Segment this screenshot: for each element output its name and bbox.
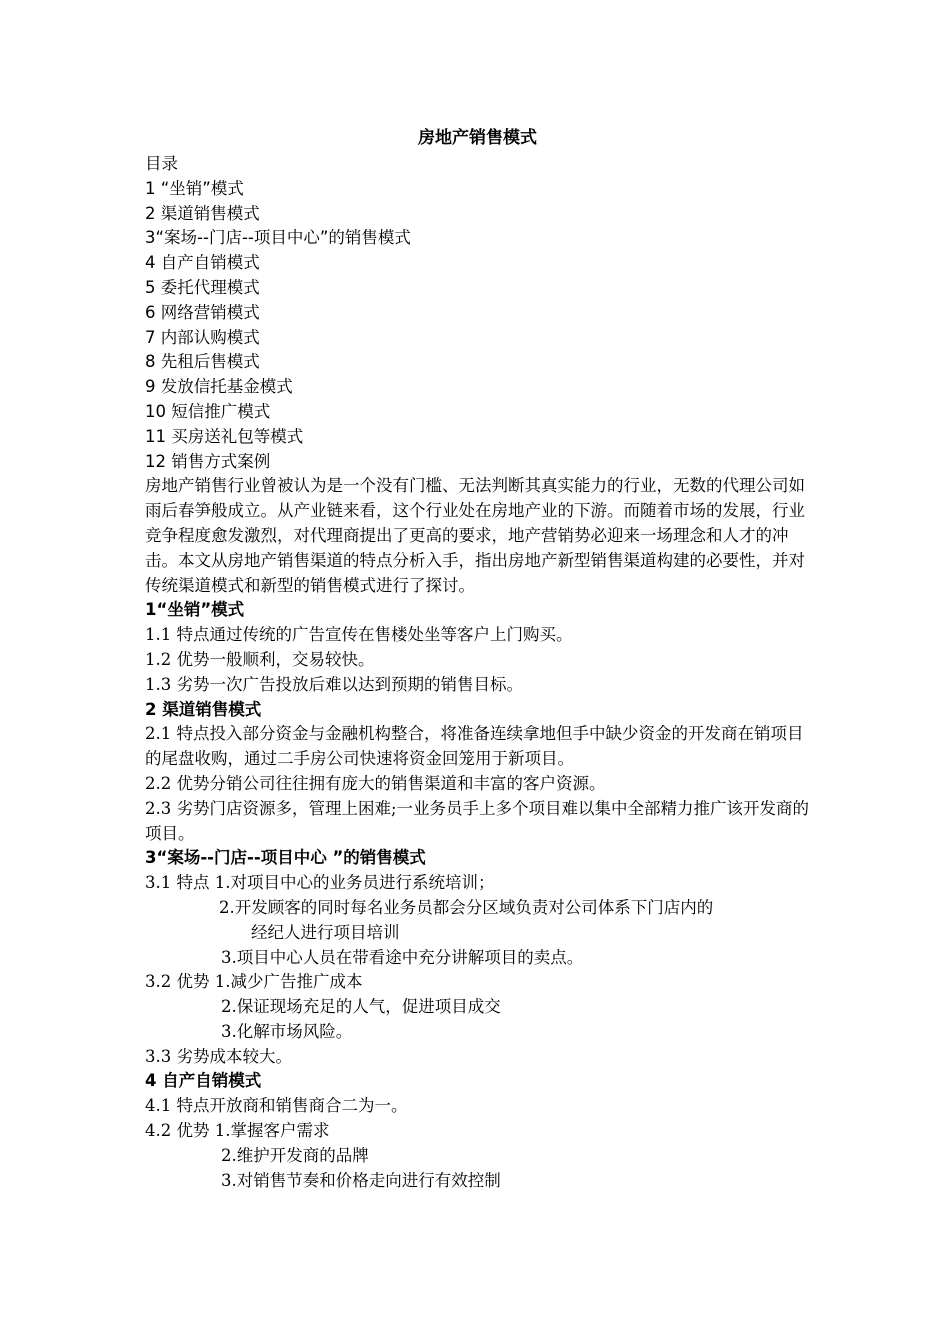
section-4-2	[145, 1119, 810, 1144]
section-3-1-item-3: 3.项目中心人员在带看途中充分讲解项目的卖点。	[221, 947, 584, 967]
toc-item: 4 自产自销模式	[145, 253, 260, 273]
section-4-2-item-3: 3.对销售节奏和价格走向进行有效控制	[221, 1170, 501, 1190]
section-3-2-item-1: 1.减少广告推广成本	[214, 972, 363, 992]
section-3-1	[145, 871, 810, 896]
document-page	[145, 124, 810, 1193]
section-4-heading: 4 自产自销模式	[145, 1071, 262, 1091]
section-1-2: 1.2 优势一般顺利，交易较快。	[145, 649, 375, 669]
toc-heading: 目录	[145, 154, 178, 173]
toc-item: 5 委托代理模式	[145, 277, 260, 297]
section-2-3: 2.3 劣势门店资源多，管理上困难;一业务员手上多个项目难以集中全部精力推广该开发商的项目。	[145, 798, 810, 843]
section-1-heading: 1“坐销”模式	[145, 600, 245, 620]
section-3-2-item-2: 2.保证现场充足的人气，促进项目成交	[221, 997, 501, 1017]
section-1-1: 1.1 特点通过传统的广告宣传在售楼处坐等客户上门购买。	[145, 625, 573, 645]
section-3-2	[145, 970, 810, 995]
table-of-contents	[145, 177, 810, 475]
section-3-1-item-1: 1.对项目中心的业务员进行系统培训；	[214, 873, 495, 893]
section-3-1-item-2-cont: 经纪人进行项目培训	[251, 922, 400, 942]
section-3-1-label: 3.1 特点	[145, 873, 210, 893]
section-3-2-item-3: 3.化解市场风险。	[221, 1021, 353, 1041]
toc-item: 3“案场--门店--项目中心”的销售模式	[145, 228, 411, 248]
toc-item: 2 渠道销售模式	[145, 203, 260, 223]
toc-item: 10 短信推广模式	[145, 401, 271, 421]
document-title: 房地产销售模式	[418, 128, 537, 148]
toc-item: 1 “坐销”模式	[145, 178, 244, 198]
section-4-2-label: 4.2 优势	[145, 1121, 210, 1141]
toc-item: 9 发放信托基金模式	[145, 377, 293, 397]
toc-item: 11 买房送礼包等模式	[145, 426, 304, 446]
section-3-3: 3.3 劣势成本较大。	[145, 1046, 292, 1066]
section-3-2-label: 3.2 优势	[145, 972, 210, 992]
toc-item: 8 先租后售模式	[145, 352, 260, 372]
toc-item: 7 内部认购模式	[145, 327, 260, 347]
toc-item: 12 销售方式案例	[145, 451, 271, 471]
section-1-3: 1.3 劣势一次广告投放后难以达到预期的销售目标。	[145, 674, 523, 694]
section-2-1: 2.1 特点投入部分资金与金融机构整合，将准备连续拿地但手中缺少资金的开发商在销项目的尾盘收购，通过二手房公司快速将资金回笼用于新项目。	[145, 724, 804, 769]
toc-item: 6 网络营销模式	[145, 302, 260, 322]
intro-paragraph: 房地产销售行业曾被认为是一个没有门槛、无法判断其真实能力的行业，无数的代理公司如雨后春笋般成立。从产业链来看，这个行业处在房地产业的下游。而随着市场的发展，行业竞争程度愈发激烈，对代理商提出了更高的要求，地产营销势必迎来一场理念和人才的冲击。本文从房地产销售渠道的特点分析入手，指出房地产新型销售渠道构建的必要性，并对传统渠道模式和新型的销售模式进行了探讨。	[145, 476, 805, 595]
section-4-1: 4.1 特点开放商和销售商合二为一。	[145, 1096, 408, 1116]
section-4-2-item-2: 2.维护开发商的品牌	[221, 1145, 369, 1165]
section-3-1-item-2: 2.开发顾客的同时每名业务员都会分区域负责对公司体系下门店内的	[219, 897, 714, 917]
section-3-heading: 3“案场--门店--项目中心 ”的销售模式	[145, 848, 426, 868]
section-4-2-item-1: 1.掌握客户需求	[214, 1121, 330, 1141]
section-2-heading: 2 渠道销售模式	[145, 699, 262, 719]
section-2-2: 2.2 优势分销公司往往拥有庞大的销售渠道和丰富的客户资源。	[145, 773, 606, 793]
